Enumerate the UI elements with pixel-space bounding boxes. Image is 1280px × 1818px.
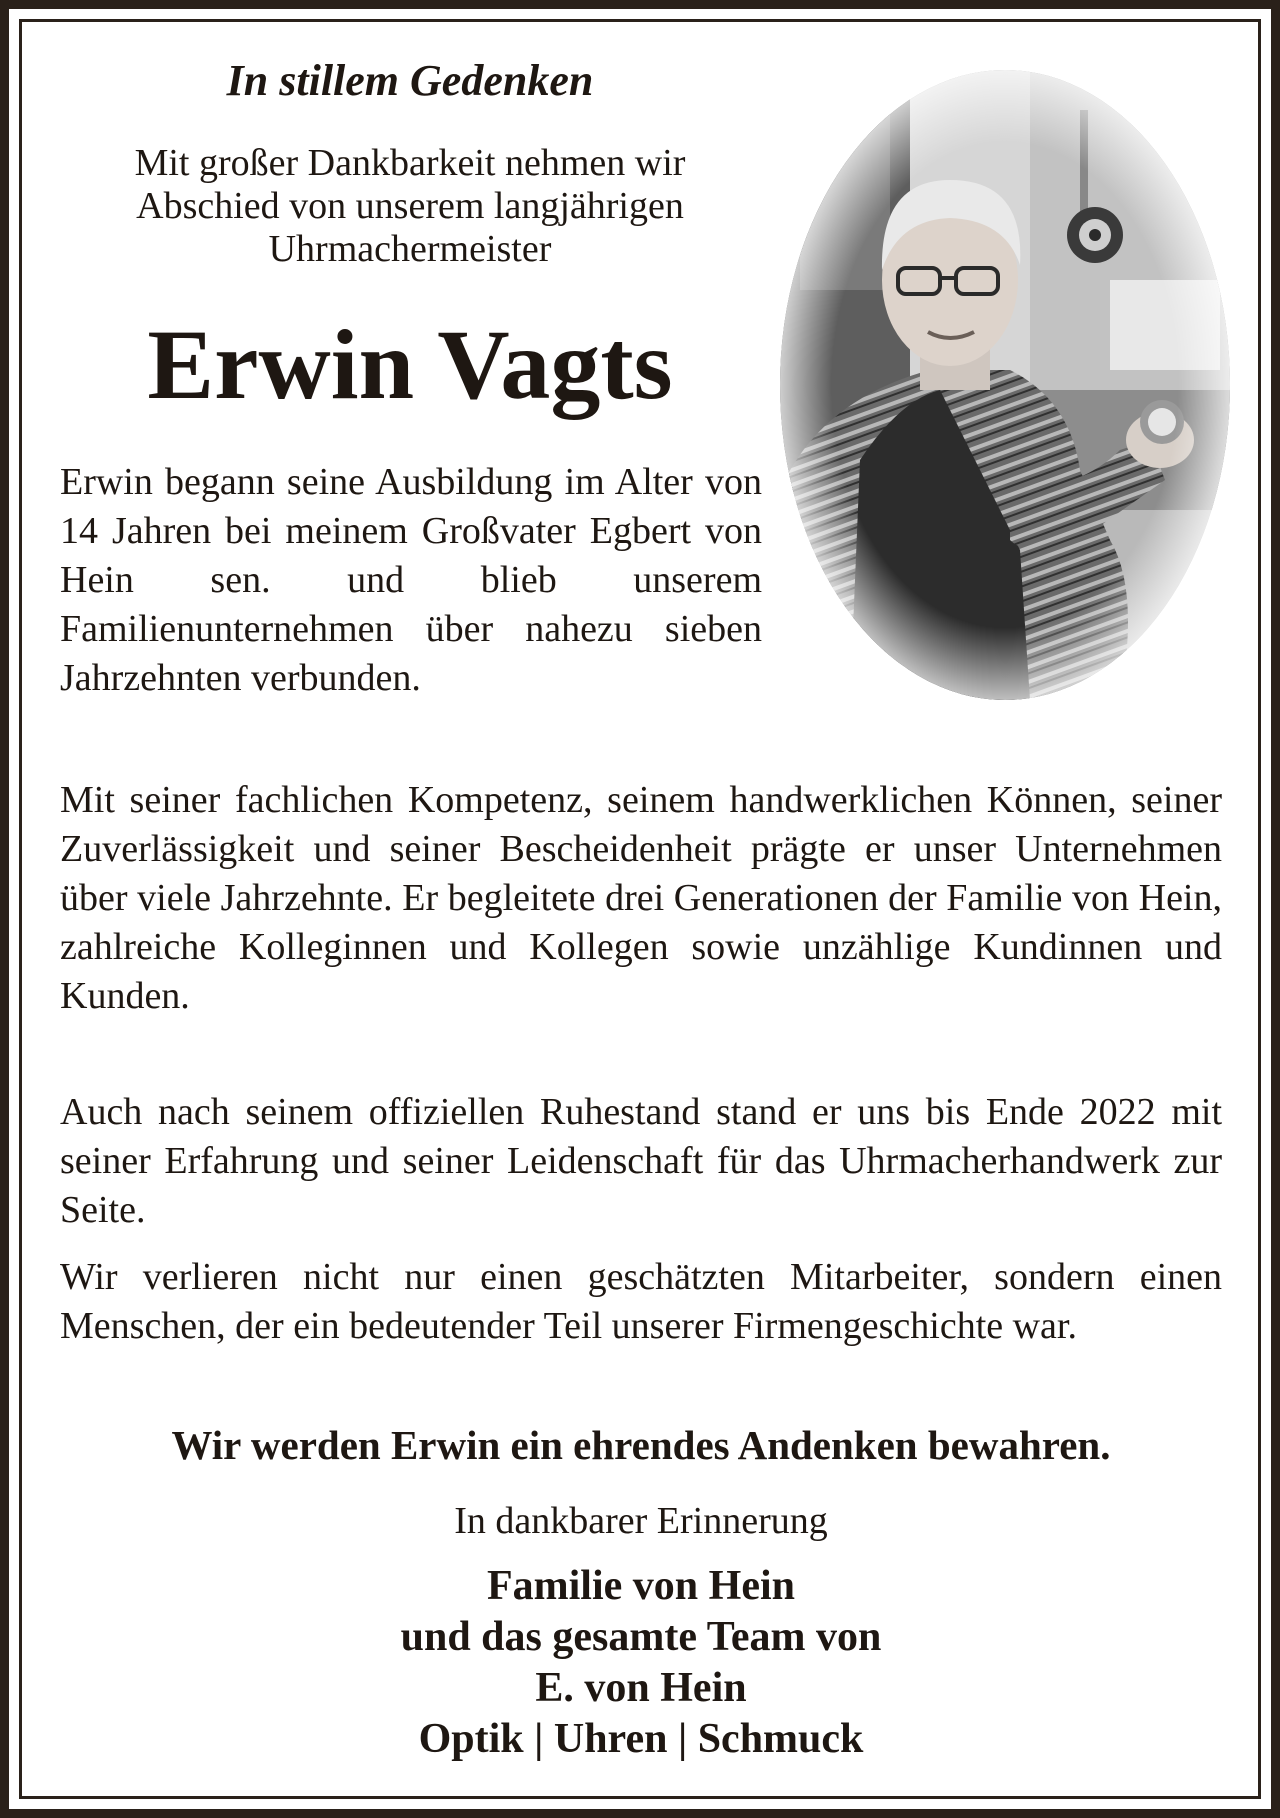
portrait-photo xyxy=(780,70,1230,700)
paragraph-competence: Mit seiner fachlichen Kompetenz, seinem handwerklichen Können, seiner Zuverlässigkeit und seiner Bescheidenheit prägte er unser Unternehmen über viele Jahrzehnte. Er begleitete drei Generationen der Familie von Hein, zahlreiche Kolleginnen und Kollegen sowie unzählige Kundinnen und Kunden. xyxy=(60,779,1222,1017)
paragraph-retirement: Auch nach seinem offiziellen Ruhestand stand er uns bis Ende 2022 mit seiner Erfahrung und seiner Leidenschaft für das Uhrmacherhandwerk zur Seite. xyxy=(60,1091,1222,1231)
signature-line-4: Optik | Uhren | Schmuck xyxy=(418,1716,864,1762)
signature-block xyxy=(60,1561,1222,1765)
intro-line-1: Mit großer Dankbarkeit nehmen wir xyxy=(134,142,686,184)
closing-statement: Wir werden Erwin ein ehrendes Andenken bewahren. xyxy=(171,1422,1111,1468)
signature-line-3: E. von Hein xyxy=(535,1665,747,1711)
paragraph-loss: Wir verlieren nicht nur einen geschätzten Mitarbeiter, sondern einen Menschen, der ein bedeutender Teil unserer Firmengeschichte war. xyxy=(60,1256,1222,1347)
heading: In stillem Gedenken xyxy=(226,56,594,105)
portrait-photo-icon xyxy=(780,70,1230,700)
intro-line-3: Uhrmachermeister xyxy=(268,228,552,270)
intro-line-2: Abschied von unserem langjährigen xyxy=(136,185,684,227)
signature-line-2: und das gesamte Team von xyxy=(400,1614,882,1660)
intro-text xyxy=(60,142,760,271)
signature-line-1: Familie von Hein xyxy=(487,1563,795,1609)
remembrance-line: In dankbarer Erinnerung xyxy=(454,1500,828,1542)
paragraph-apprenticeship: Erwin begann seine Ausbildung im Alter von 14 Jahren bei meinem Großvater Egbert von Hein sen. und blieb unserem Familienunternehmen über nahezu sieben Jahrzehnten verbunden. xyxy=(60,461,762,699)
deceased-name: Erwin Vagts xyxy=(147,309,673,420)
